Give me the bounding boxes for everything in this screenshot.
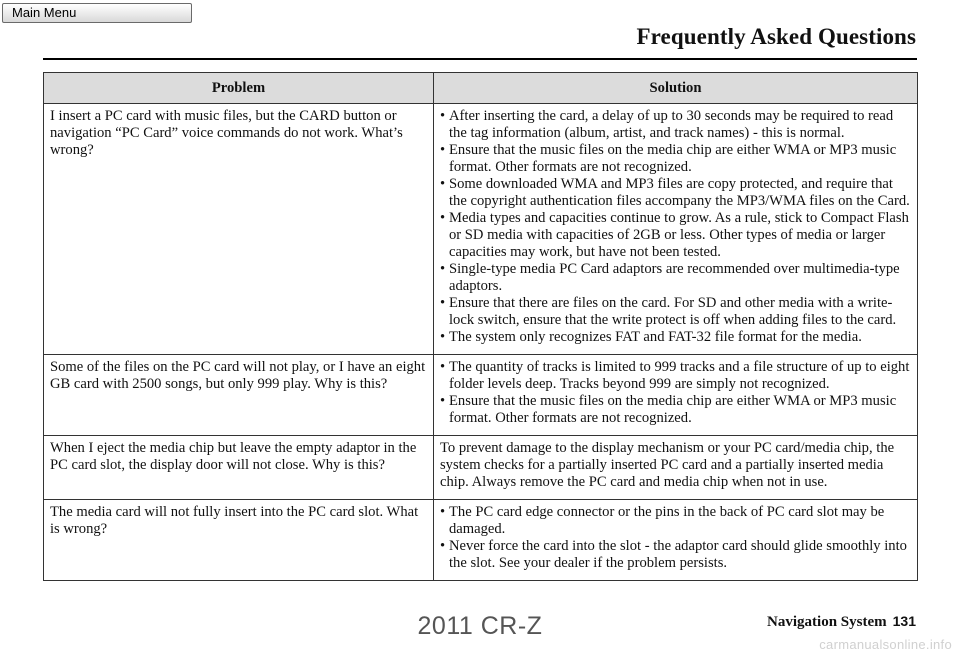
solution-item: • The system only recognizes FAT and FAT-32 file format for the media. (440, 329, 911, 346)
section-name: Navigation System (767, 614, 887, 630)
title-divider (43, 58, 917, 60)
solution-list (440, 108, 911, 346)
solution-cell (434, 104, 918, 355)
table-header-row (44, 73, 918, 104)
solution-item: • Ensure that the music files on the media chip are either WMA or MP3 music format. Other formats are not recognized. (440, 142, 911, 176)
site-watermark: carmanualsonline.info (819, 637, 952, 652)
solution-item: • After inserting the card, a delay of up to 30 seconds may be required to read the tag information (album, artist, and track names) - this is normal. (440, 108, 911, 142)
table-row (44, 436, 918, 500)
model-watermark: 2011 CR-Z (417, 612, 543, 640)
solution-item: • Ensure that there are files on the card. For SD and other media with a write-lock switch, ensure that the write protect is off when adding files to the card. (440, 295, 911, 329)
main-menu-button[interactable]: Main Menu (2, 3, 192, 23)
faq-table (43, 72, 918, 581)
solution-item: • Never force the card into the slot - the adaptor card should glide smoothly into the slot. See your dealer if the problem persists. (440, 538, 911, 572)
problem-cell: When I eject the media chip but leave the empty adaptor in the PC card slot, the display door will not close. Why is this? (44, 436, 434, 500)
table-row (44, 500, 918, 581)
solution-item: • Single-type media PC Card adaptors are recommended over multimedia-type adaptors. (440, 261, 911, 295)
page-number: 131 (892, 613, 916, 629)
solution-list (440, 359, 911, 427)
solution-item: • Some downloaded WMA and MP3 files are copy protected, and require that the copyright authentication files accompany the MP3/WMA files on the Card. (440, 176, 911, 210)
problem-cell: I insert a PC card with music files, but the CARD button or navigation “PC Card” voice commands do not work. What’s wrong? (44, 104, 434, 355)
solution-item: • Ensure that the music files on the media chip are either WMA or MP3 music format. Other formats are not recognized. (440, 393, 911, 427)
solution-cell (434, 500, 918, 581)
solution-item: • Media types and capacities continue to grow. As a rule, stick to Compact Flash or SD media with capacities of 2GB or less. Other types of media or larger capacities may work, but have not been tested. (440, 210, 911, 261)
table-row (44, 355, 918, 436)
solution-cell: To prevent damage to the display mechanism or your PC card/media chip, the system checks for a partially inserted PC card and a partially inserted media chip. Always remove the PC card and media chip when not in use. (434, 436, 918, 500)
solution-item: • The quantity of tracks is limited to 999 tracks and a file structure of up to eight folder levels deep. Tracks beyond 999 are simply not recognized. (440, 359, 911, 393)
page-title: Frequently Asked Questions (636, 24, 916, 49)
table-row (44, 104, 918, 355)
problem-cell: Some of the files on the PC card will not play, or I have an eight GB card with 2500 songs, but only 999 play. Why is this? (44, 355, 434, 436)
column-header-solution: Solution (434, 73, 918, 104)
solution-item: • The PC card edge connector or the pins in the back of PC card slot may be damaged. (440, 504, 911, 538)
solution-cell (434, 355, 918, 436)
column-header-problem: Problem (44, 73, 434, 104)
problem-cell: The media card will not fully insert into the PC card slot. What is wrong? (44, 500, 434, 581)
solution-list (440, 504, 911, 572)
